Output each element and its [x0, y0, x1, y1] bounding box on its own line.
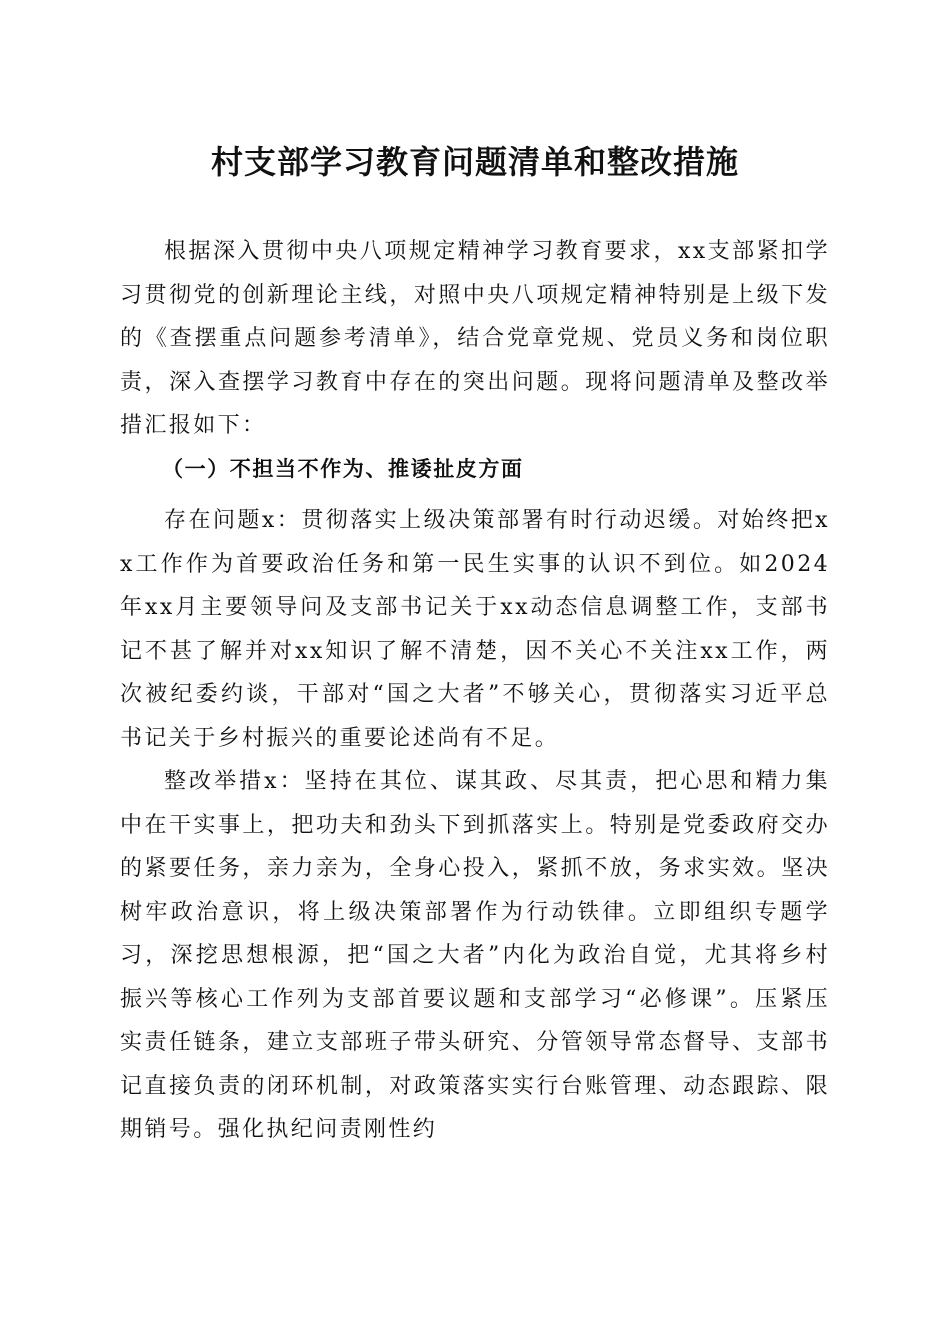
section-heading: （一）不担当不作为、推诿扯皮方面	[162, 456, 524, 481]
intro-paragraph: 根据深入贯彻中央八项规定精神学习教育要求，xx支部紧扣学习贯彻党的创新理论主线，对照中央八项规定精神特别是上级下发的《查摆重点问题参考清单》，结合党章党规、党员义务和岗位职责，深入查摆学习教育中存在的突出问题。现将问题清单及整改举措汇报如下：	[120, 239, 830, 438]
measure-paragraph: 整改举措x：坚持在其位、谋其政、尽其责，把心思和精力集中在干实事上，把功夫和劲头下到抓落实上。特别是党委政府交办的紧要任务，亲力亲为，全身心投入，紧抓不放，务求实效。坚决树牢政治意识，将上级决策部署作为行动铁律。立即组织专题学习，深挖思想根源，把“国之大者”内化为政治自觉，尤其将乡村振兴等核心工作列为支部首要议题和支部学习“必修课”。压紧压实责任链条，建立支部班子带头研究、分管领导常态督导、支部书记直接负责的闭环机制，对政策落实实行台账管理、动态跟踪、限期销号。强化执纪问责刚性约	[120, 769, 830, 1142]
document-title: 村支部学习教育问题清单和整改措施	[210, 143, 739, 181]
problem-paragraph: 存在问题x：贯彻落实上级决策部署有时行动迟缓。对始终把xx工作作为首要政治任务和第一民生实事的认识不到位。如2024年xx月主要领导问及支部书记关于xx动态信息调整工作，支部书记不甚了解并对xx知识了解不清楚，因不关心不关注xx工作，两次被纪委约谈，干部对“国之大者”不够关心，贯彻落实习近平总书记关于乡村振兴的重要论述尚有不足。	[120, 508, 830, 751]
document-body	[120, 230, 830, 1152]
